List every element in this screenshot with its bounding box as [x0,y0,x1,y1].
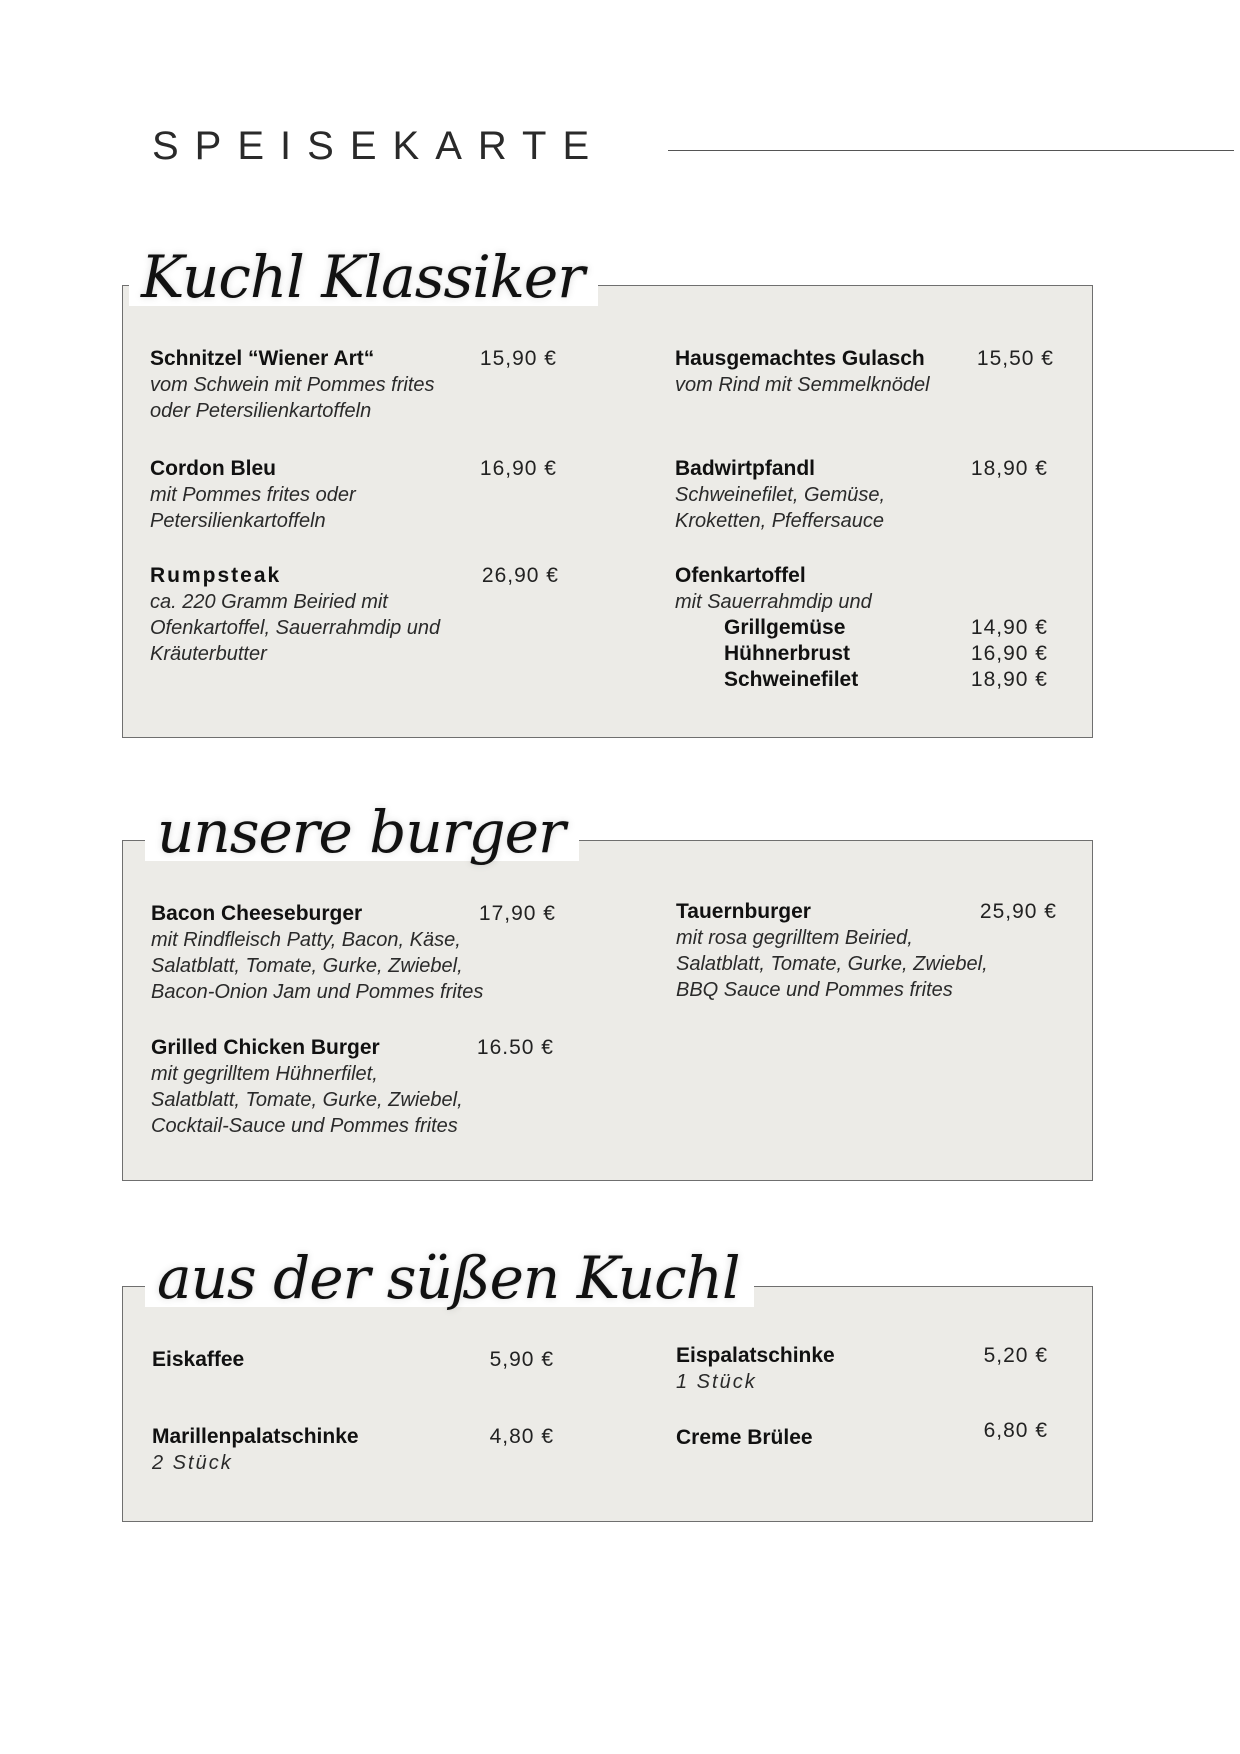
item-name: Ofenkartoffel [675,564,806,587]
menu-item-rumpsteak [150,563,510,667]
menu-item-creme-bruelee [676,1425,976,1451]
item-name: Cordon Bleu [150,457,276,480]
item-price: 26,90 € [481,564,559,587]
item-description: Petersilienkartoffeln [150,510,326,532]
item-description: Cocktail-Sauce und Pommes frites [151,1115,458,1137]
item-description: Salatblatt, Tomate, Gurke, Zwiebel, [151,955,463,977]
section-unsere-burger [122,798,1093,1181]
menu-item-cordon-bleu [150,456,490,534]
section-heading: aus der süßen Kuchl [145,1249,754,1307]
section-heading: Kuchl Klassiker [129,248,598,306]
item-description: Kräuterbutter [150,643,267,665]
title-divider-line [668,150,1234,151]
item-name: Grilled Chicken Burger [151,1036,380,1059]
menu-item-gulasch [675,346,985,398]
item-description: 1 Stück [676,1371,757,1393]
item-price: 15,90 € [479,347,557,370]
option-price: 14,90 € [970,616,1048,639]
item-description: Schweinefilet, Gemüse, [675,484,886,506]
menu-item-marillenpalatschinke [152,1424,492,1476]
item-price: 6,80 € [983,1419,1048,1442]
item-description: mit Pommes frites oder [150,484,356,506]
item-price: 5,20 € [983,1344,1048,1367]
item-description: Ofenkartoffel, Sauerrahmdip und [150,617,441,639]
menu-item-schnitzel [150,346,490,424]
menu-item-eiskaffee [152,1347,472,1373]
menu-item-badwirtpfandl [675,456,975,534]
option-price: 18,90 € [970,668,1048,691]
item-price: 4,80 € [489,1425,554,1448]
item-description: 2 Stück [152,1452,233,1474]
section-heading: unsere burger [145,803,579,861]
menu-item-ofenkartoffel [675,563,985,615]
option-schweinefilet: Schweinefilet [724,668,859,691]
item-name: Bacon Cheeseburger [151,902,363,925]
option-grillgemuese: Grillgemüse [724,616,846,639]
item-price: 15,50 € [976,347,1054,370]
item-description: Bacon-Onion Jam und Pommes frites [151,981,484,1003]
item-description: vom Rind mit Semmelknödel [675,374,930,396]
item-price: 25,90 € [979,900,1057,923]
item-price: 16,90 € [479,457,557,480]
item-price: 18,90 € [970,457,1048,480]
item-description: vom Schwein mit Pommes frites [150,374,435,396]
item-name: Eispalatschinke [676,1344,835,1367]
item-description: mit Sauerrahmdip und [675,591,872,613]
item-price: 17,90 € [478,902,556,925]
item-price: 16.50 € [476,1036,554,1059]
item-description: mit Rindfleisch Patty, Bacon, Käse, [151,929,461,951]
menu-item-eispalatschinke [676,1343,976,1395]
option-price: 16,90 € [970,642,1048,665]
option-huehnerbrust: Hühnerbrust [724,642,850,665]
page-title: SPEISEKARTE [152,124,606,168]
item-description: oder Petersilienkartoffeln [150,400,372,422]
item-description: ca. 220 Gramm Beiried mit [150,591,388,613]
section-aus-der-suessen-kuchl [122,1244,1093,1522]
item-description: Salatblatt, Tomate, Gurke, Zwiebel, [151,1089,463,1111]
item-name: Badwirtpfandl [675,457,815,480]
item-description: Salatblatt, Tomate, Gurke, Zwiebel, [676,953,988,975]
item-description: BBQ Sauce und Pommes frites [676,979,953,1001]
item-description: Kroketten, Pfeffersauce [675,510,885,532]
item-description: mit gegrilltem Hühnerfilet, [151,1063,378,1085]
section-kuchl-klassiker [122,243,1093,738]
item-description: mit rosa gegrilltem Beiried, [676,927,913,949]
item-name: Creme Brülee [676,1426,813,1449]
item-name: Eiskaffee [152,1348,245,1371]
item-name: Hausgemachtes Gulasch [675,347,925,370]
item-name: Rumpsteak [150,564,282,587]
item-name: Marillenpalatschinke [152,1425,359,1448]
item-name: Tauernburger [676,900,811,923]
item-price: 5,90 € [489,1348,554,1371]
item-name: Schnitzel “Wiener Art“ [150,347,375,370]
